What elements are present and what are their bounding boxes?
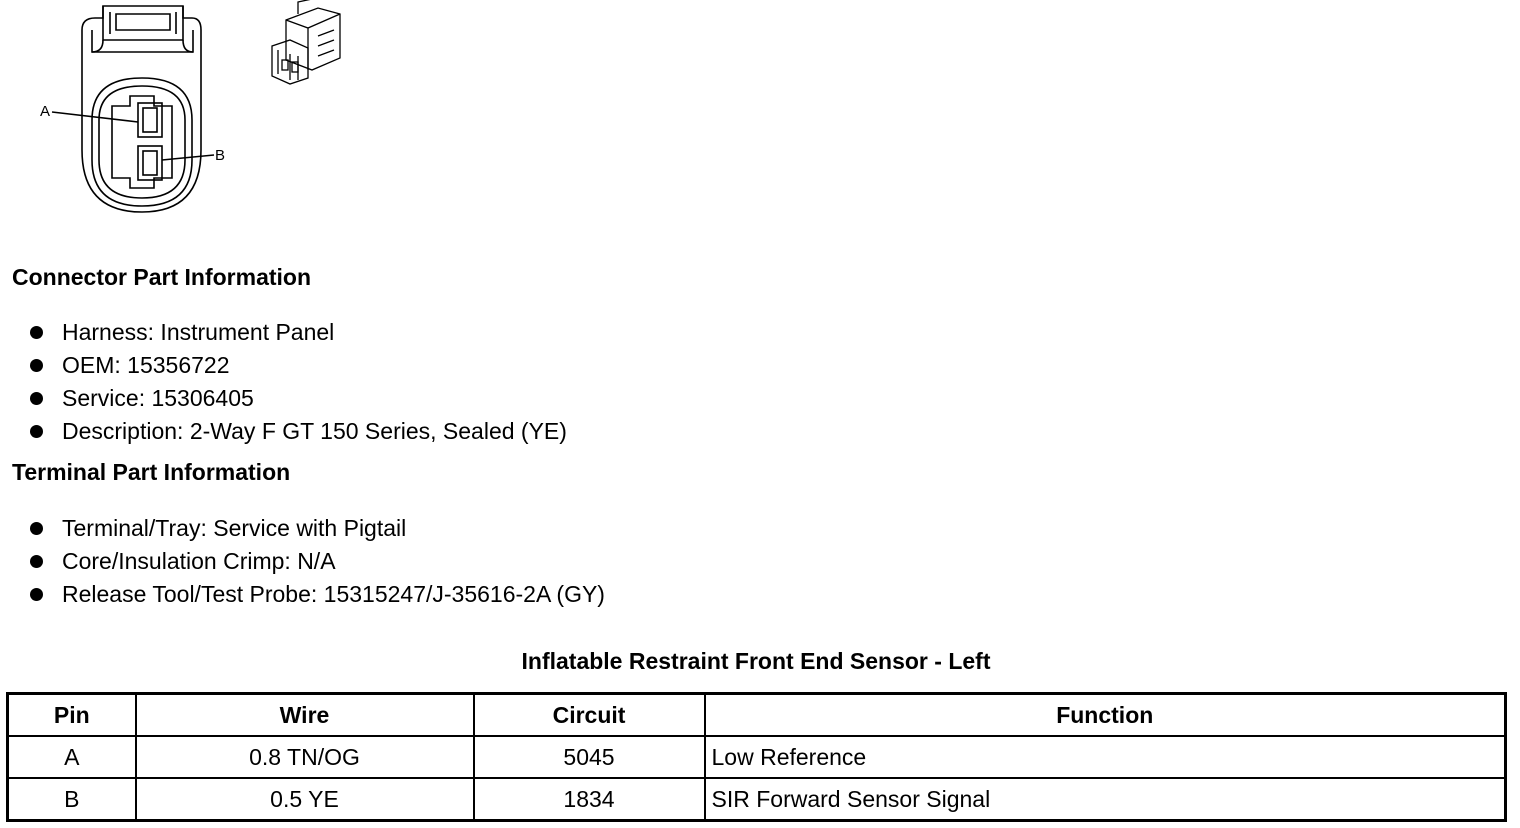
table-header-row: [8, 694, 1506, 737]
circuit-cell: 1834: [474, 778, 705, 821]
table-row: [8, 778, 1506, 821]
callout-b-label: B: [215, 147, 226, 164]
list-item: [28, 545, 605, 578]
column-header-function: Function: [705, 694, 1506, 737]
pinout-table-title: Inflatable Restraint Front End Sensor - Left: [521, 648, 991, 674]
terminal-part-info-list: [28, 512, 605, 611]
bullet-icon: [30, 522, 43, 535]
wire-cell: 0.8 TN/OG: [136, 736, 474, 778]
function-cell: SIR Forward Sensor Signal: [705, 778, 1506, 821]
connector-isometric-view: [272, 0, 340, 84]
column-header-pin: Pin: [8, 694, 136, 737]
terminal-part-info-heading: Terminal Part Information: [12, 459, 291, 485]
bullet-icon: [30, 326, 43, 339]
list-item: [28, 578, 605, 611]
connector-oem: OEM: 15356722: [62, 352, 230, 378]
column-header-wire: Wire: [136, 694, 474, 737]
list-item: [28, 512, 605, 545]
pin-cell: A: [8, 736, 136, 778]
bullet-icon: [30, 425, 43, 438]
bullet-icon: [30, 359, 43, 372]
callout-a-label: A: [40, 103, 51, 120]
bullet-icon: [30, 588, 43, 601]
terminal-release-tool: Release Tool/Test Probe: 15315247/J-35616-2A (GY): [62, 581, 605, 607]
list-item: [28, 415, 567, 448]
terminal-tray: Terminal/Tray: Service with Pigtail: [62, 515, 407, 541]
terminal-crimp: Core/Insulation Crimp: N/A: [62, 548, 336, 574]
column-header-circuit: Circuit: [474, 694, 705, 737]
function-cell: Low Reference: [705, 736, 1506, 778]
connector-description: Description: 2-Way F GT 150 Series, Sealed (YE): [62, 418, 567, 444]
bullet-icon: [30, 392, 43, 405]
connector-part-info-list: [28, 316, 567, 448]
connector-service: Service: 15306405: [62, 385, 254, 411]
connector-part-info-heading: Connector Part Information: [12, 264, 312, 290]
list-item: [28, 382, 567, 415]
bullet-icon: [30, 555, 43, 568]
connector-face-diagram: [0, 0, 400, 228]
table-row: [8, 736, 1506, 778]
pin-cell: B: [8, 778, 136, 821]
circuit-cell: 5045: [474, 736, 705, 778]
connector-harness: Harness: Instrument Panel: [62, 319, 335, 345]
list-item: [28, 316, 567, 349]
wire-cell: 0.5 YE: [136, 778, 474, 821]
list-item: [28, 349, 567, 382]
pinout-table: [6, 692, 1507, 822]
